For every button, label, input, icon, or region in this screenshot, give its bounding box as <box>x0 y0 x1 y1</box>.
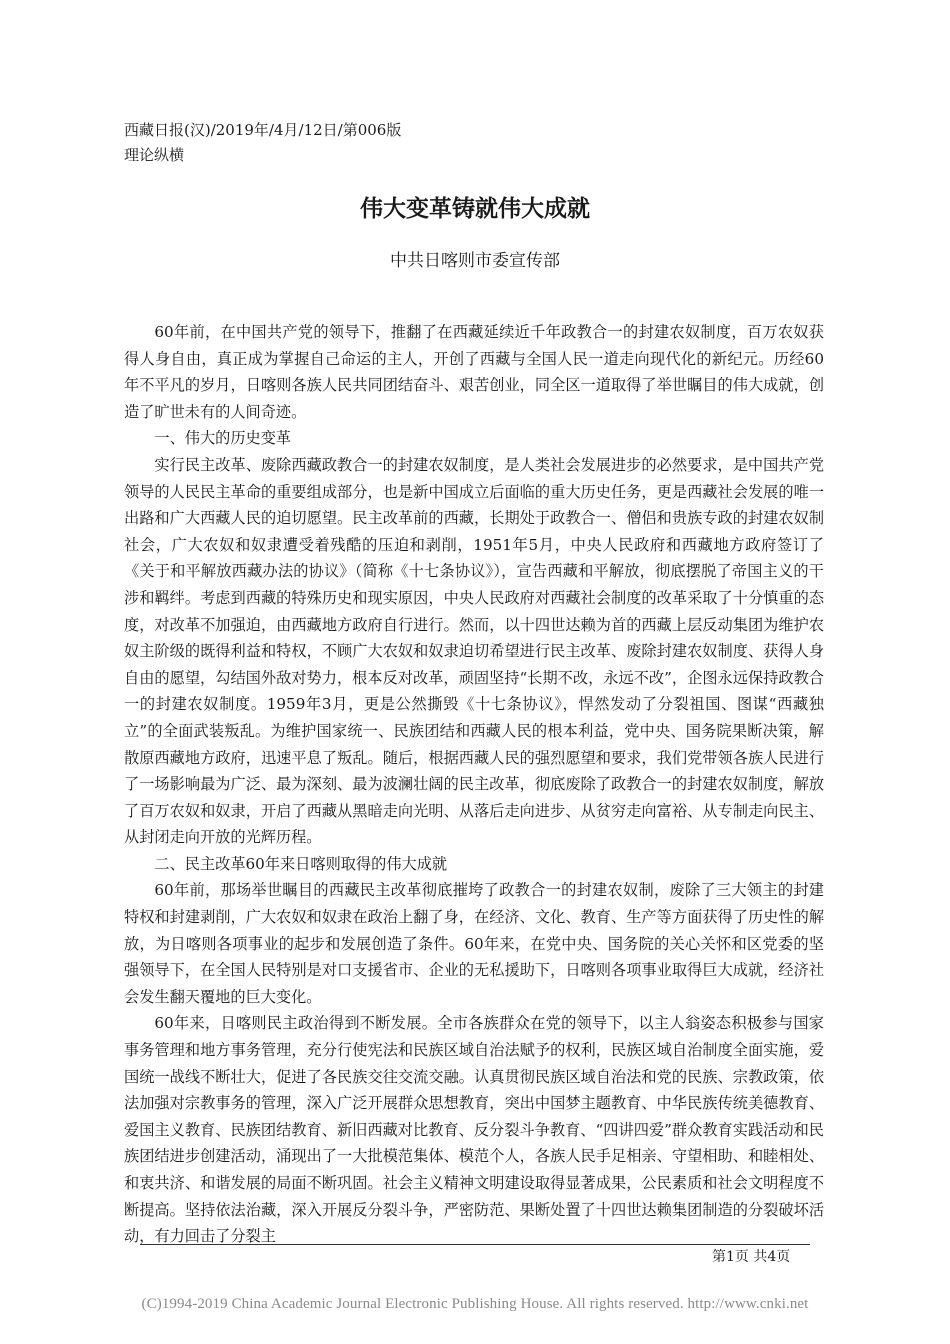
copyright-notice: (C)1994-2019 China Academic Journal Electronic Publishing House. All rights reserved. http://www.cnki.net <box>141 1296 809 1312</box>
article-meta <box>124 118 401 168</box>
paragraph-democracy: 60年来，日喀则民主政治得到不断发展。全市各族群众在党的领导下，以主人翁姿态积极参与国家事务管理和地方事务管理，充分行使宪法和民族区域自治法赋予的权利，民族区域自治制度全面实施，爱国统一战线不断壮大，促进了各民族交往交流交融。认真贯彻民族区域自治法和党的民族、宗教政策，依法加强对宗教事务的管理，深入广泛开展群众思想教育，突出中国梦主题教育、中华民族传统美德教育、爱国主义教育、民族团结教育、新旧西藏对比教育、反分裂斗争教育、“四讲四爱”群众教育实践活动和民族团结进步创建活动，涌现出了一大批模范集体、模范个人，各族人民手足相亲、守望相助、和睦相处、和衷共济、和谐发展的局面不断巩固。社会主义精神文明建设取得显著成果，公民素质和社会文明程度不断提高。坚持依法治藏，深入开展反分裂斗争，严密防范、果断处置了十四世达赖集团制造的分裂破坏活动，有力回击了分裂主 <box>124 1014 824 1246</box>
paragraph-achievements: 60年前，那场举世瞩目的西藏民主改革彻底摧垮了政教合一的封建农奴制，废除了三大领主的封建特权和封建剥削，广大农奴和奴隶在政治上翻了身，在经济、文化、教育、生产等方面获得了历史性的解放，为日喀则各项事业的起步和发展创造了条件。60年来，在党中央、国务院的关心关怀和区党委的坚强领导下，在全国人民特别是对口支援省市、企业的无私援助下，日喀则各项事业取得巨大成就，经济社会发生翻天覆地的巨大变化。 <box>124 881 824 1006</box>
source-line: 西藏日报(汉)/2019年/4月/12日/第006版 <box>124 121 402 139</box>
footer-divider <box>140 1244 810 1245</box>
article-body <box>124 319 824 1250</box>
column-name: 理论纵横 <box>124 146 185 164</box>
section-heading-1: 一、伟大的历史变革 <box>154 429 292 448</box>
article-author: 中共日喀则市委宣传部 <box>390 251 560 271</box>
section-heading-2: 二、民主改革60年来日喀则取得的伟大成就 <box>154 854 448 873</box>
paragraph-history: 实行民主改革、废除西藏政教合一的封建农奴制度，是人类社会发展进步的必然要求，是中国共产党领导的人民民主革命的重要组成部分，也是新中国成立后面临的重大历史任务，更是西藏社会发展的唯一出路和广大西藏人民的迫切愿望。民主改革前的西藏，长期处于政教合一、僧侣和贵族专政的封建农奴制社会，广大农奴和奴隶遭受着残酷的压迫和剥削，1951年5月，中央人民政府和西藏地方政府签订了《关于和平解放西藏办法的协议》（简称《十七条协议》），宣告西藏和平解放，彻底摆脱了帝国主义的干涉和羁绊。考虑到西藏的特殊历史和现实原因，中央人民政府对西藏社会制度的改革采取了十分慎重的态度，对改革不加强迫，由西藏地方政府自行进行。然而，以十四世达赖为首的西藏上层反动集团为维护农奴主阶级的既得利益和特权，不顾广大农奴和奴隶迫切希望进行民主改革、废除封建农奴制度、获得人身自由的愿望，勾结国外敌对势力，根本反对改革，顽固坚持“长期不改，永远不改”，企图永远保持政教合一的封建农奴制度。1959年3月，更是公然撕毁《十七条协议》，悍然发动了分裂祖国、图谋“西藏独立”的全面武装叛乱。为维护国家统一、民族团结和西藏人民的根本利益，党中央、国务院果断决策，解散原西藏地方政府，迅速平息了叛乱。随后，根据西藏人民的强烈愿望和要求，我们党带领各族人民进行了一场影响最为广泛、最为深刻、最为波澜壮阔的民主改革，彻底废除了政教合一的封建农奴制度，解放了百万农奴和奴隶，开启了西藏从黑暗走向光明、从落后走向进步、从贫穷走向富裕、从专制走向民主、从封闭走向开放的光辉历程。 <box>124 455 824 847</box>
page-number: 第1页 共4页 <box>712 1249 791 1265</box>
paragraph-intro: 60年前，在中国共产党的领导下，推翻了在西藏延续近千年政教合一的封建农奴制度，百万农奴获得人身自由，真正成为掌握自己命运的主人，开创了西藏与全国人民一道走向现代化的新纪元。历经60年不平凡的岁月，日喀则各族人民共同团结奋斗、艰苦创业，同全区一道取得了举世瞩目的伟大成就，创造了旷世未有的人间奇迹。 <box>124 323 824 421</box>
article-title: 伟大变革铸就伟大成就 <box>360 196 590 222</box>
